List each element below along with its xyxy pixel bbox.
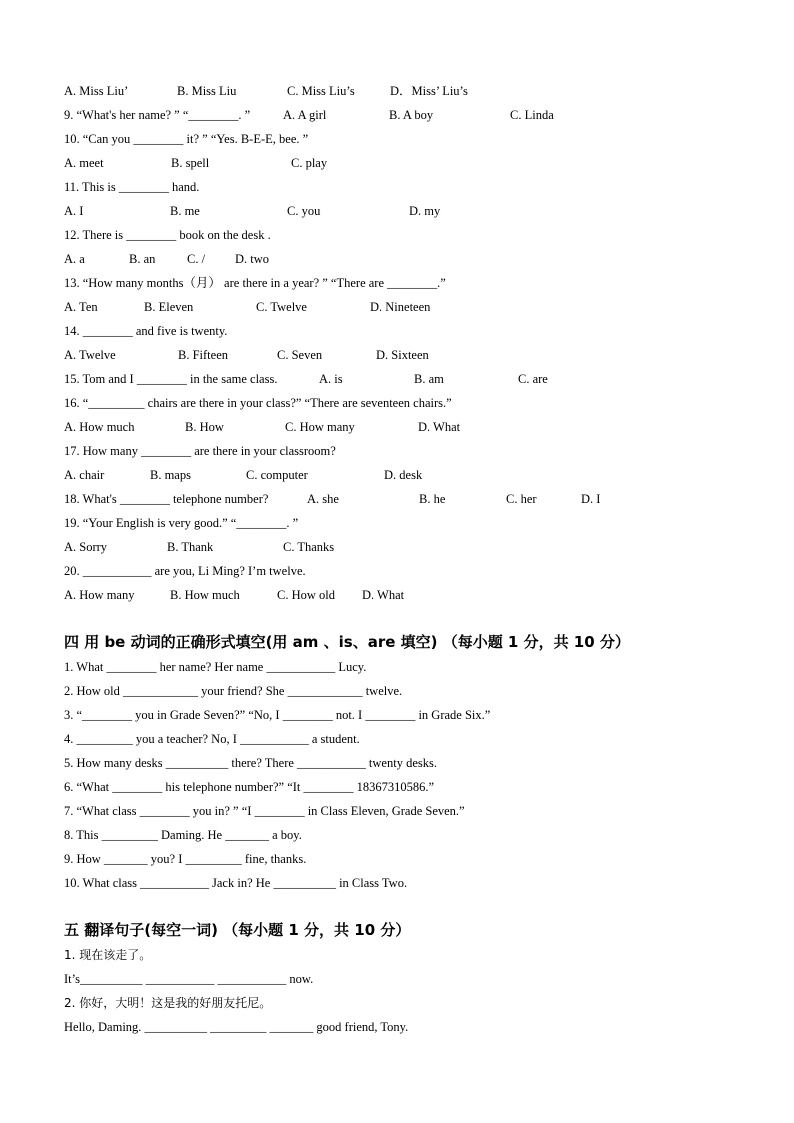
option: B. me [170,204,200,218]
option: B. How much [170,588,240,602]
option: C. Thanks [283,540,335,554]
question-stem: 16. “_________ chairs are there in your class?” “There are seventeen chairs.” [64,396,452,410]
option: B. Eleven [144,300,194,314]
question-stem: 15. Tom and I ________ in the same class. [64,372,278,386]
option: C. How many [285,420,355,434]
option: C. Linda [510,108,554,122]
option: A. she [307,492,339,506]
section-4-title: 四 用 be 动词的正确形式填空(用 am 、is、are 填空) （每小题 1 分，共 10 分） [64,633,630,651]
question-stem: 12. There is ________ book on the desk . [64,228,271,242]
section-4-item: 3. “________ you in Grade Seven?” “No, I ________ not. I ________ in Grade Six.” [64,708,491,722]
option: A. meet [64,156,104,170]
option: C. are [518,372,548,386]
option: C. her [506,492,537,506]
option: B. am [414,372,444,386]
question-stem: 13. “How many months（月） are there in a year? ” “There are ________.” [64,276,446,290]
option: A. chair [64,468,105,482]
option: D. Sixteen [376,348,429,362]
section-5-item: It’s__________ ___________ ___________ now. [64,972,314,986]
option: A. Ten [64,300,98,314]
question-stem: 11. This is ________ hand. [64,180,200,194]
section-4-item: 7. “What class ________ you in? ” “I ________ in Class Eleven, Grade Seven.” [64,804,465,818]
question-stem: 9. “What's her name? ” “________. ” [64,108,251,122]
option: B. Fifteen [178,348,228,362]
option: D. my [409,204,441,218]
option: D. Nineteen [370,300,431,314]
section-4-item: 10. What class ___________ Jack in? He __________ in Class Two. [64,876,408,890]
option: C. play [291,156,328,170]
option: A. I [64,204,84,218]
option: C. Seven [277,348,323,362]
option: A. is [319,372,343,386]
option: C. How old [277,588,335,602]
option: B. an [129,252,156,266]
option: D．Miss’ Liu’s [390,84,468,98]
option: C. Miss Liu’s [287,84,355,98]
section-4-item: 8. This _________ Daming. He _______ a boy. [64,828,302,842]
option: B. Thank [167,540,214,554]
option: D. I [581,492,601,506]
question-stem: 17. How many ________ are there in your classroom? [64,444,336,458]
option: D. What [362,588,405,602]
option: C. Twelve [256,300,307,314]
section-5-item-chinese: 2. 你好，大明！这是我的好朋友托尼。 [64,996,272,1010]
option: A. How many [64,588,135,602]
option: A. A girl [283,108,327,122]
option: C. you [287,204,321,218]
question-stem: 19. “Your English is very good.” “________. ” [64,516,299,530]
option: B. A boy [389,108,434,122]
section-5-title: 五 翻译句子(每空一词) （每小题 1 分，共 10 分） [64,921,411,939]
option: A. Twelve [64,348,116,362]
option: A. How much [64,420,135,434]
question-stem: 18. What's ________ telephone number? [64,492,269,506]
section-5-item: Hello, Daming. __________ _________ _______ good friend, Tony. [64,1020,409,1034]
option: D. desk [384,468,423,482]
option: B. he [419,492,446,506]
option: A. a [64,252,85,266]
section-4-item: 9. How _______ you? I _________ fine, thanks. [64,852,307,866]
section-5-item-chinese: 1. 现在该走了。 [64,948,152,962]
option: B. How [185,420,224,434]
option: C. / [187,252,206,266]
option: A. Sorry [64,540,108,554]
section-4-item: 6. “What ________ his telephone number?” “It ________ 18367310586.” [64,780,435,794]
option: D. What [418,420,461,434]
option: C. computer [246,468,308,482]
option: A. Miss Liu’ [64,84,129,98]
option: B. spell [171,156,210,170]
section-4-item: 4. _________ you a teacher? No, I ___________ a student. [64,732,360,746]
section-4-item: 5. How many desks __________ there? There ___________ twenty desks. [64,756,437,770]
option: B. Miss Liu [177,84,237,98]
question-stem: 10. “Can you ________ it? ” “Yes. B-E-E, bee. ” [64,132,309,146]
option: D. two [235,252,270,266]
question-stem: 14. ________ and five is twenty. [64,324,228,338]
question-stem: 20. ___________ are you, Li Ming? I’m twelve. [64,564,306,578]
option: B. maps [150,468,191,482]
section-4-item: 1. What ________ her name? Her name ___________ Lucy. [64,660,367,674]
section-4-item: 2. How old ____________ your friend? She ____________ twelve. [64,684,403,698]
